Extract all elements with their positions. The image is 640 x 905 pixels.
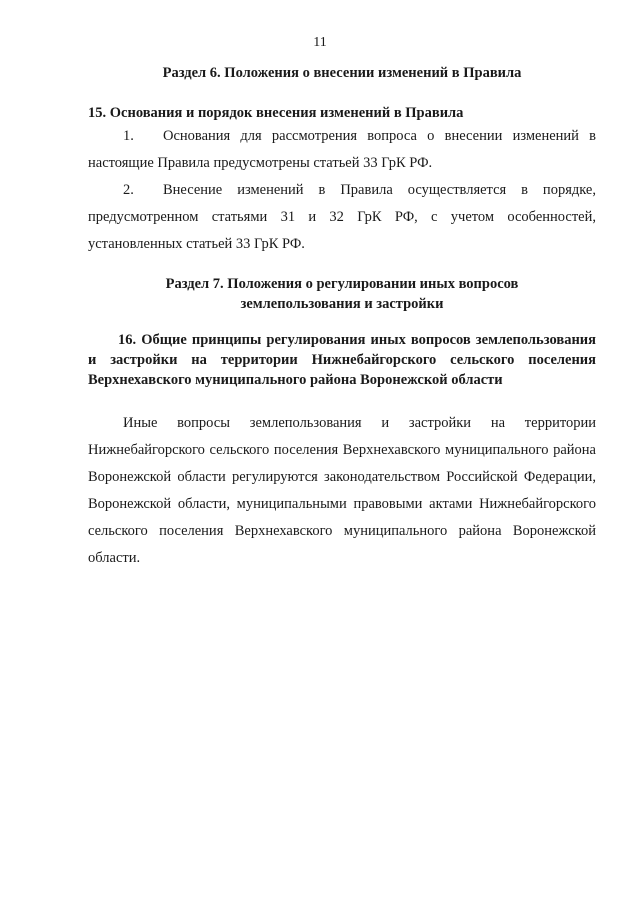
article-16-heading xyxy=(88,330,596,390)
section-6-heading: Раздел 6. Положения о внесении изменений в Правила xyxy=(162,65,522,81)
article-15-item-1 xyxy=(88,123,596,177)
item-1-text: Основания для рассмотрения вопроса о внесении изменений в настоящие Правила предусмотрены статьей 33 ГрК РФ. xyxy=(88,128,596,171)
article-16-heading-text: 16. Общие принципы регулирования иных вопросов землепользования и застройки на территории Нижнебайгорского сельского поселения Верхнехавского муниципального района Воронежской области xyxy=(88,332,596,388)
article-16-body: Иные вопросы землепользования и застройки на территории Нижнебайгорского сельского поселения Верхнехавского муниципального района Воронежской области регулируются законодательством Российской Федерации, Воронежской области, муниципальными правовыми актами Нижнебайгорского сельского поселения Верхнехавского муниципального района Воронежской области. xyxy=(88,415,596,566)
article-15-item-2 xyxy=(88,177,596,258)
section-7-heading xyxy=(88,274,596,314)
item-2-number: 2. xyxy=(123,182,134,198)
section-7-heading-line-2: землепользования и застройки xyxy=(240,296,444,312)
item-2-text: Внесение изменений в Правила осуществляется в порядке, предусмотренном статьями 31 и 32 ГрК РФ, с учетом особенностей, установленных статьей 33 ГрК РФ. xyxy=(88,182,596,252)
section-7-heading-line-1: Раздел 7. Положения о регулировании иных вопросов xyxy=(165,276,519,292)
page-number: 11 xyxy=(313,35,327,50)
item-1-number: 1. xyxy=(123,128,134,144)
article-15-heading: 15. Основания и порядок внесения изменений в Правила xyxy=(88,105,464,121)
